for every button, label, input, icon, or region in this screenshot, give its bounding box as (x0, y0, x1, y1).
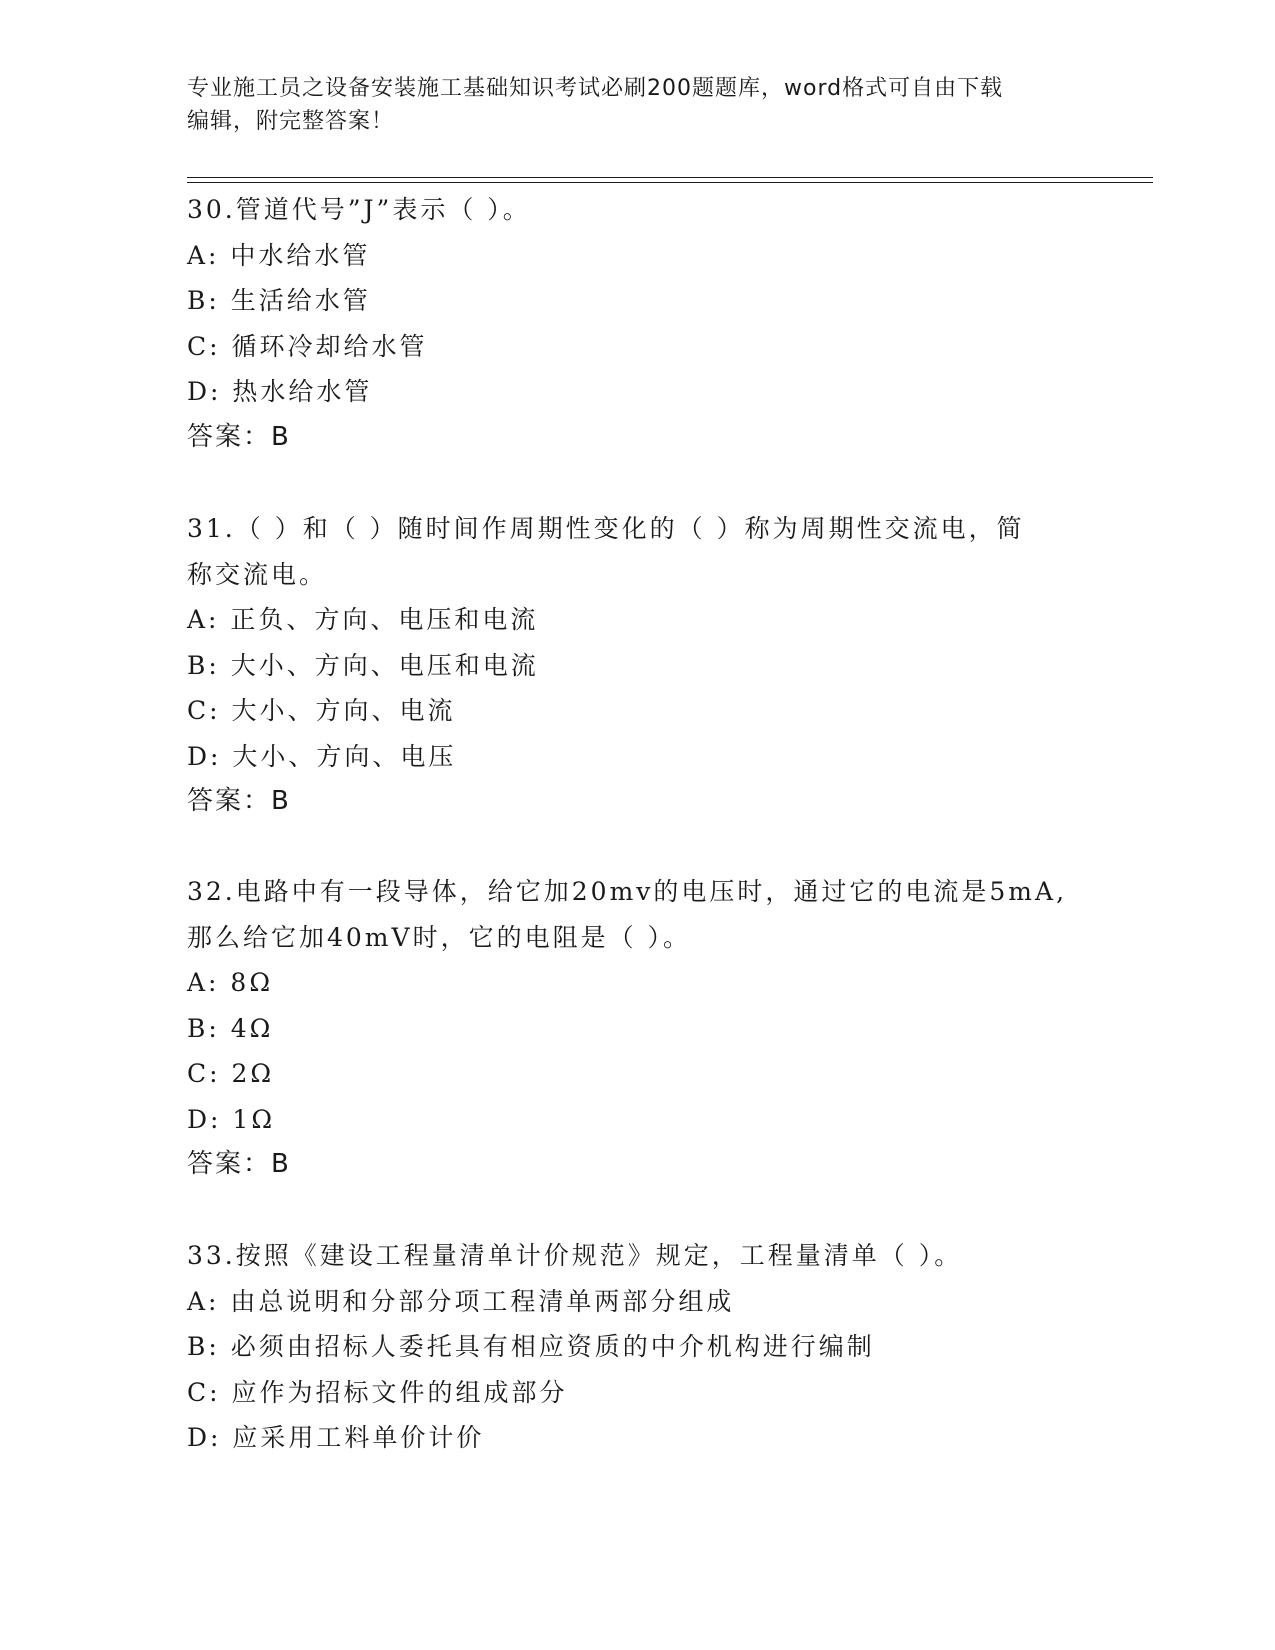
question-32 (187, 869, 1087, 1188)
question-33 (187, 1233, 1087, 1461)
header-divider-top (187, 177, 1153, 178)
question-31 (187, 506, 1087, 825)
question-text: 32.电路中有一段导体，给它加20mv的电压时，通过它的电流是5mA, (187, 877, 1068, 906)
option-a: A: 8Ω (187, 968, 274, 997)
question-text: 33.按照《建设工程量清单计价规范》规定，工程量清单（ ）。 (187, 1241, 963, 1270)
option-d: D: 1Ω (187, 1104, 276, 1134)
header-line-2: 编辑，附完整答案！ (187, 109, 395, 134)
header-line-1: 专业施工员之设备安装施工基础知识考试必刷200题题库，word格式可自由下载 (187, 76, 1004, 101)
option-a: A: 由总说明和分部分项工程清单两部分组成 (187, 1286, 735, 1316)
answer: 答案：B (187, 421, 291, 452)
option-b: B: 必须由招标人委托具有相应资质的中介机构进行编制 (187, 1332, 875, 1361)
question-text-continued: 那么给它加40mV时，它的电阻是（ ）。 (187, 922, 692, 952)
option-a: A: 正负、方向、电压和电流 (187, 605, 539, 634)
answer: 答案：B (187, 786, 291, 816)
option-c: C: 循环冷却给水管 (187, 331, 428, 361)
option-d: D: 大小、方向、电压 (187, 741, 457, 771)
option-c: C: 2Ω (187, 1059, 275, 1088)
header-divider-bottom (187, 182, 1153, 183)
question-text-continued: 称交流电。 (187, 559, 328, 589)
question-text: 30.管道代号”J”表示（ ）。 (187, 195, 531, 224)
option-d: D: 应采用工料单价计价 (187, 1423, 485, 1452)
option-c: C: 大小、方向、电流 (187, 696, 456, 725)
document-header (187, 72, 1087, 138)
option-b: B: 大小、方向、电压和电流 (187, 650, 539, 680)
option-b: B: 4Ω (187, 1013, 274, 1043)
option-c: C: 应作为招标文件的组成部分 (187, 1377, 568, 1407)
answer: 答案：B (187, 1149, 291, 1179)
question-30 (187, 187, 1087, 460)
option-a: A: 中水给水管 (187, 240, 371, 270)
option-b: B: 生活给水管 (187, 286, 371, 315)
option-d: D: 热水给水管 (187, 377, 373, 406)
question-text: 31.（ ）和（ ）随时间作周期性变化的（ ）称为周期性交流电，简 (187, 514, 1025, 543)
